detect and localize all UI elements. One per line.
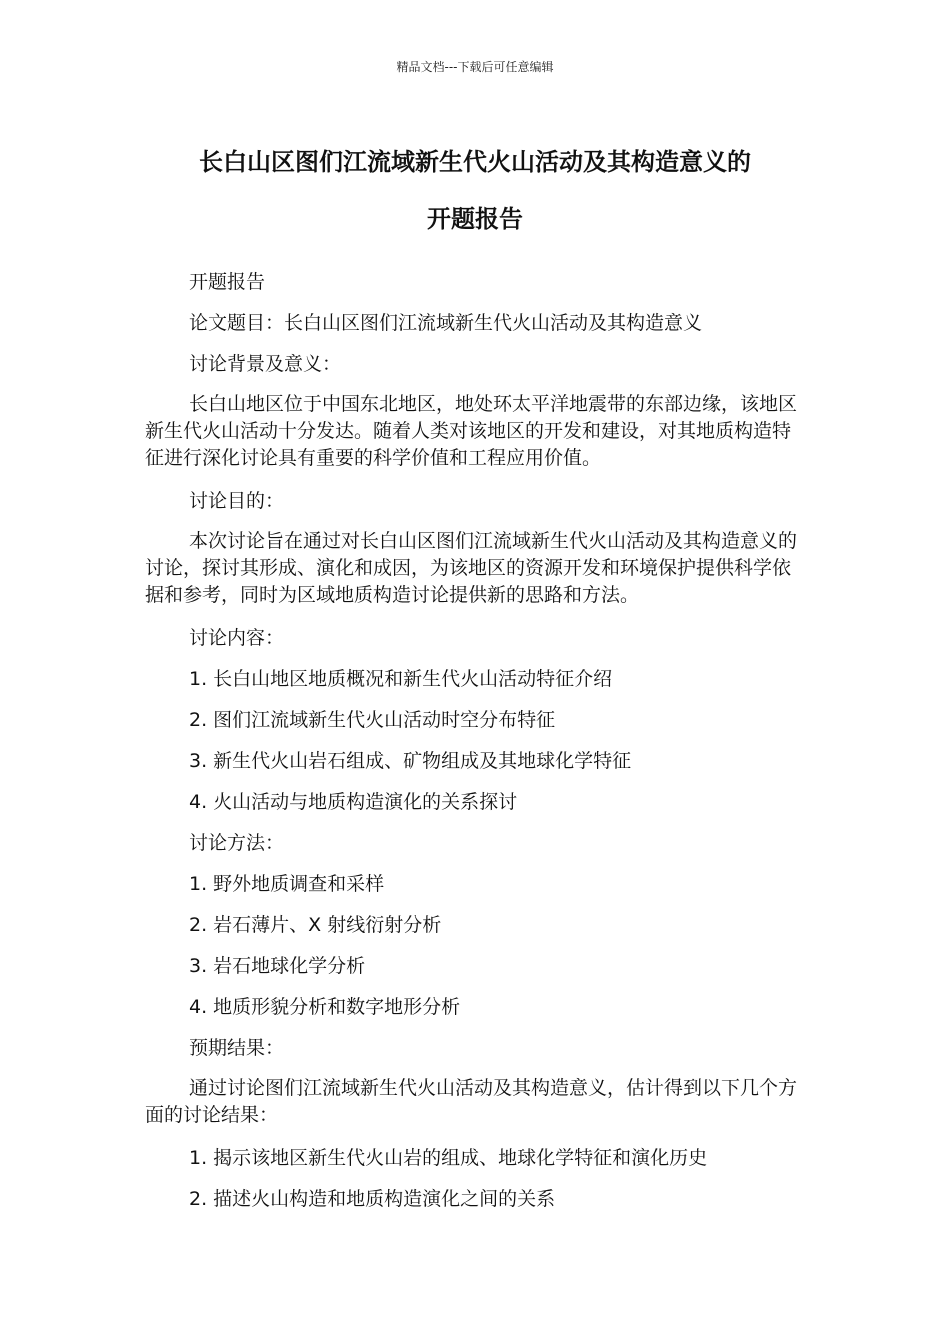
content-item-2: 2. 图们江流域新生代火山活动时空分布特征: [189, 709, 556, 731]
title-line-1: 长白山区图们江流域新生代火山活动及其构造意义的: [199, 148, 751, 176]
section-heading-expected-results: 预期结果：: [189, 1037, 285, 1059]
header-note: 精品文档---下载后可任意编辑: [396, 60, 554, 74]
thesis-title-line: 论文题目：长白山区图们江流域新生代火山活动及其构造意义: [189, 312, 703, 334]
method-item-4: 4. 地质形貌分析和数字地形分析: [189, 996, 461, 1018]
background-paragraph: 长白山地区位于中国东北地区，地处环太平洋地震带的东部边缘，该地区新生代火山活动十分发达。随着人类对该地区的开发和建设，对其地质构造特征进行深化讨论具有重要的科学价值和工程应用价值。: [145, 393, 798, 469]
document-title: [140, 134, 810, 248]
method-item-3: 3. 岩石地球化学分析: [189, 955, 366, 977]
result-item-1: 1. 揭示该地区新生代火山岩的组成、地球化学特征和演化历史: [189, 1147, 708, 1169]
content-item-3: 3. 新生代火山岩石组成、矿物组成及其地球化学特征: [189, 750, 632, 772]
content-item-4: 4. 火山活动与地质构造演化的关系探讨: [189, 791, 518, 813]
section-heading-content: 讨论内容：: [189, 627, 285, 649]
method-item-2: 2. 岩石薄片、X 射线衍射分析: [189, 914, 442, 936]
expected-results-paragraph: 通过讨论图们江流域新生代火山活动及其构造意义，估计得到以下几个方面的讨论结果：: [145, 1077, 798, 1126]
section-heading-methods: 讨论方法：: [189, 832, 285, 854]
content-item-1: 1. 长白山地区地质概况和新生代火山活动特征介绍: [189, 668, 613, 690]
document-body: [145, 268, 805, 1226]
title-line-2: 开题报告: [427, 205, 523, 233]
method-item-1: 1. 野外地质调查和采样: [189, 873, 385, 895]
section-heading-background: 讨论背景及意义：: [189, 353, 342, 375]
result-item-2: 2. 描述火山构造和地质构造演化之间的关系: [189, 1188, 556, 1210]
section-heading-purpose: 讨论目的：: [189, 490, 285, 512]
section-label-report: 开题报告: [189, 271, 266, 293]
purpose-paragraph: 本次讨论旨在通过对长白山区图们江流域新生代火山活动及其构造意义的讨论，探讨其形成、演化和成因，为该地区的资源开发和环境保护提供科学依据和参考，同时为区域地质构造讨论提供新的思路和方法。: [145, 530, 798, 606]
